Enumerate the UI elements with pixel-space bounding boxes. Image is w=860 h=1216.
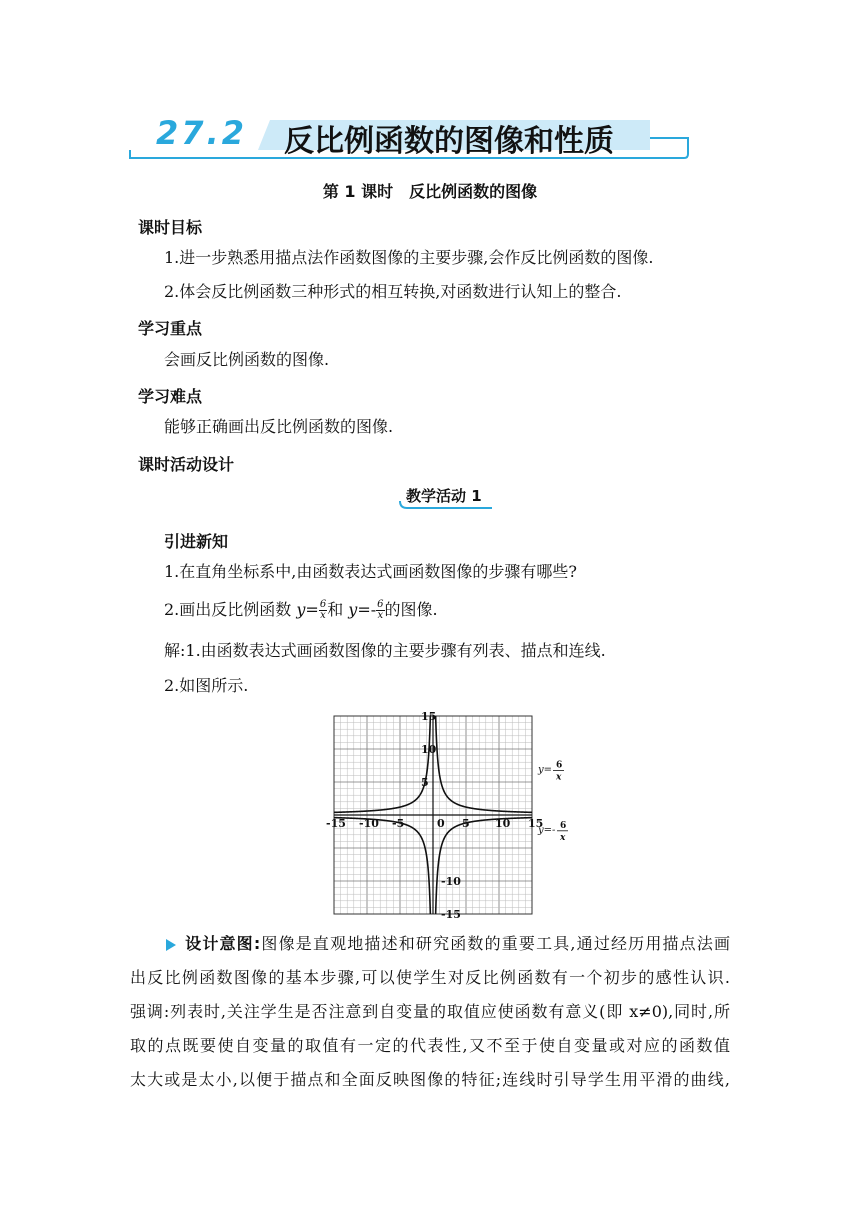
- function-graph: [312, 708, 592, 918]
- design-intent-line-4: 取的点既要使自变量的取值有一定的代表性,又不至于使自变量或对应的函数值: [130, 1036, 730, 1055]
- answer-2: 2.如图所示.: [164, 676, 249, 695]
- difficulty-heading: 学习难点: [138, 387, 203, 406]
- question-2-suffix: 的图像.: [384, 600, 438, 619]
- x-tick-label: -5: [392, 817, 405, 830]
- design-intent-line-5: 太大或是太小,以便于描点和全面反映图像的特征;连线时引导学生用平滑的曲线,: [130, 1070, 730, 1089]
- intro-heading: 引进新知: [164, 532, 229, 551]
- y-tick-label: -10: [441, 875, 461, 888]
- design-intent-line-2: 出反比例函数图像的基本步骤,可以使学生对反比例函数有一个初步的感性认识.: [130, 968, 730, 987]
- question-2-mid: 和: [327, 600, 349, 619]
- fraction-denominator: x: [377, 610, 384, 621]
- section-number: 27.2: [156, 114, 247, 152]
- question-2-prefix: 2.画出反比例函数: [164, 600, 297, 619]
- key-point-heading: 学习重点: [138, 319, 203, 338]
- difficulty-text: 能够正确画出反比例函数的图像.: [164, 417, 394, 436]
- fraction-numerator: 6: [319, 599, 327, 610]
- design-intent-label: 设计意图:: [184, 934, 261, 953]
- y-tick-label: 15: [421, 710, 437, 723]
- design-intent-text-1: 图像是直观地描述和研究函数的重要工具,通过经历用描点法画: [260, 934, 730, 953]
- play-triangle-icon: [166, 939, 176, 951]
- x-tick-label: 10: [495, 817, 511, 830]
- y-tick-label: 5: [421, 776, 429, 789]
- question-2-eq-neg: =-: [357, 600, 377, 619]
- key-point-text: 会画反比例函数的图像.: [164, 350, 330, 369]
- legend-numerator: 6: [560, 820, 567, 831]
- legend-numerator: 6: [556, 760, 563, 771]
- question-2-var-y-2: y: [348, 600, 358, 619]
- section-header: [128, 112, 692, 164]
- section-title: 反比例函数的图像和性质: [284, 124, 614, 159]
- x-tick-label: 0: [437, 817, 445, 830]
- fraction-6-over-x-2: [376, 600, 384, 621]
- y-tick-label: 10: [421, 743, 437, 756]
- objective-item-1: 1.进一步熟悉用描点法作函数图像的主要步骤,会作反比例函数的图像.: [164, 248, 654, 267]
- y-tick-label: -15: [441, 908, 461, 918]
- activity-design-heading: 课时活动设计: [138, 455, 235, 474]
- x-tick-label: 5: [462, 817, 470, 830]
- legend-label: y=-: [538, 824, 556, 836]
- curve-positive-branch-1: [436, 716, 532, 812]
- curve-negative-branch-1: [436, 818, 532, 914]
- fraction-numerator: 6: [377, 599, 384, 610]
- x-tick-label: -15: [326, 817, 346, 830]
- design-intent-line-3: 强调:列表时,关注学生是否注意到自变量的取值应使函数有意义(即 x≠0),同时,所: [130, 1002, 730, 1021]
- fraction-6-over-x: [319, 600, 327, 621]
- answer-1: 解:1.由函数表达式画函数图像的主要步骤有列表、描点和连线.: [164, 641, 606, 660]
- x-tick-label: 15: [528, 817, 544, 830]
- activity-badge-label: 教学活动 1: [406, 487, 482, 505]
- x-tick-label: -10: [359, 817, 379, 830]
- objectives-heading: 课时目标: [138, 218, 203, 237]
- legend-label: y=: [538, 764, 553, 776]
- design-intent-line-1: [130, 934, 730, 958]
- lesson-title: 第 1 课时 反比例函数的图像: [322, 182, 538, 201]
- legend-denominator: x: [556, 772, 562, 783]
- objective-item-2: 2.体会反比例函数三种形式的相互转换,对函数进行认知上的整合.: [164, 282, 622, 301]
- question-2-eq: =: [305, 600, 319, 619]
- activity-badge: [398, 485, 494, 511]
- fraction-denominator: x: [320, 610, 326, 621]
- curve-negative-branch-2: [334, 716, 430, 812]
- legend-denominator: x: [560, 832, 566, 843]
- question-2-var-y: y: [296, 600, 306, 619]
- curve-positive-branch-2: [334, 818, 430, 914]
- question-1: 1.在直角坐标系中,由函数表达式画函数图像的步骤有哪些?: [164, 562, 577, 581]
- question-2: [164, 600, 438, 621]
